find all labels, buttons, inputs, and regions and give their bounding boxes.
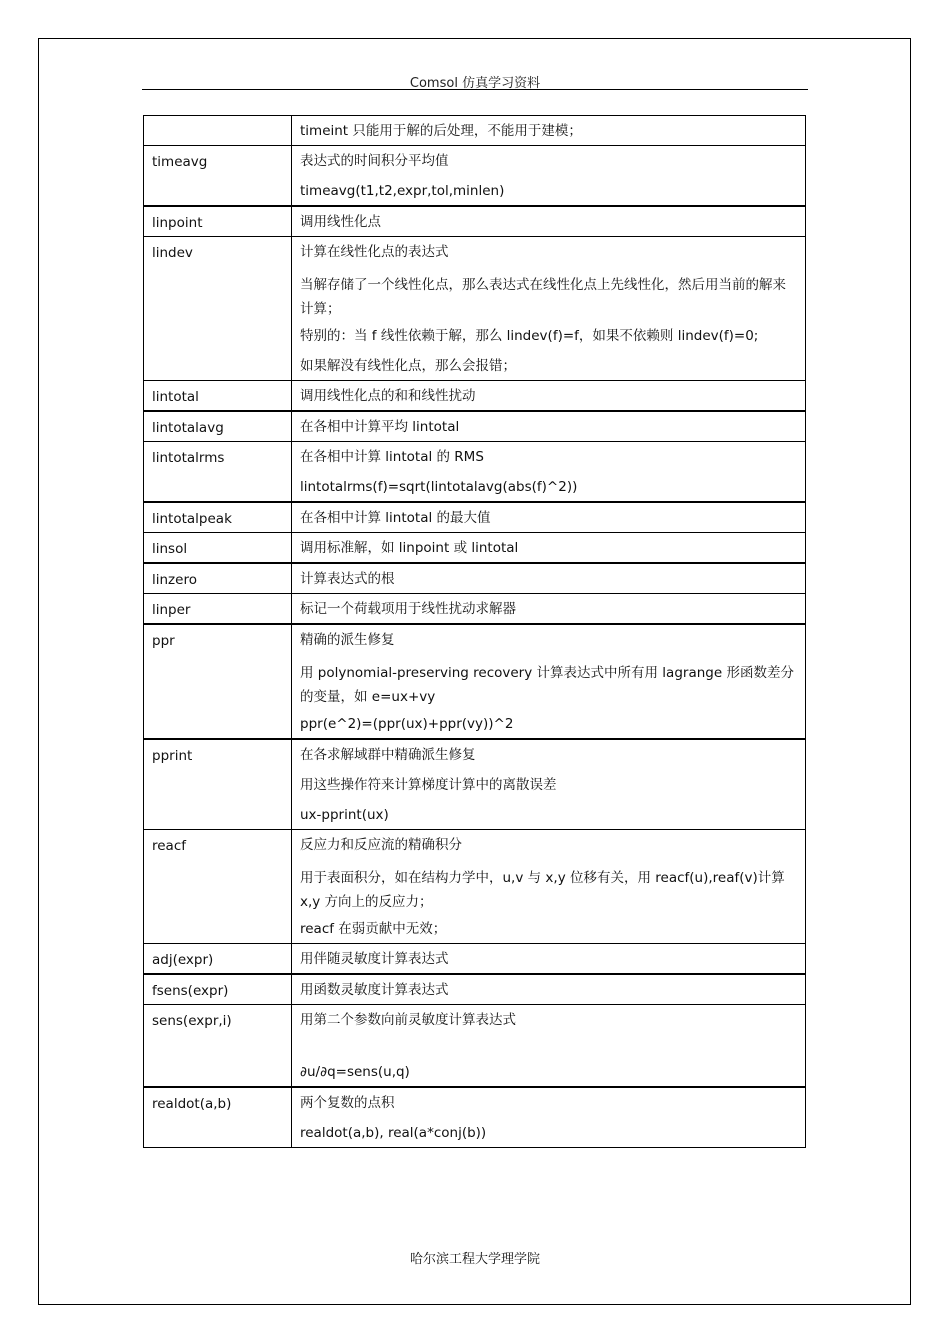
page-header: Comsol 仿真学习资料 (409, 76, 541, 91)
operator-description (292, 563, 806, 594)
operator-name: reacf (144, 830, 292, 944)
table-row (144, 411, 806, 442)
operator-name: linpoint (144, 206, 292, 237)
operator-name: lintotalpeak (144, 502, 292, 533)
description-line: realdot(a,b), real(a*conj(b)) (300, 1125, 487, 1141)
operator-description (292, 739, 806, 830)
operator-name: lintotalrms (144, 442, 292, 503)
description-line: reacf 在弱贡献中无效； (300, 921, 447, 937)
table-row (144, 533, 806, 564)
operator-name: adj(expr) (144, 944, 292, 975)
operator-name: linper (144, 594, 292, 625)
table-row (144, 563, 806, 594)
description-line: lintotalrms(f)=sqrt(lintotalavg(abs(f)^2)) (300, 479, 578, 495)
operator-description (292, 974, 806, 1005)
operator-description (292, 502, 806, 533)
operator-description (292, 206, 806, 237)
operator-description (292, 533, 806, 564)
description-line: 用这些操作符来计算梯度计算中的离散误差 (300, 777, 557, 793)
operator-name: linzero (144, 563, 292, 594)
description-line: 用 polynomial-preserving recovery 计算表达式中所有用 lagrange 形函数差分的变量，如 e=ux+vy (300, 665, 794, 705)
operator-name: realdot(a,b) (144, 1087, 292, 1148)
header-rule (142, 89, 808, 90)
page-footer: 哈尔滨工程大学理学院 (409, 1252, 540, 1267)
description-line: timeavg(t1,t2,expr,tol,minlen) (300, 183, 505, 199)
operator-description (292, 624, 806, 739)
operator-description (292, 1087, 806, 1148)
operator-description (292, 381, 806, 412)
table-row (144, 739, 806, 830)
operator-description (292, 1005, 806, 1088)
description-line: timeint 只能用于解的后处理，不能用于建模； (300, 123, 582, 139)
description-line: 在各相中计算 lintotal 的最大值 (300, 510, 491, 526)
description-line: 特别的：当 f 线性依赖于解，那么 lindev(f)=f，如果不依赖则 lindev(f)=0; (300, 328, 759, 344)
table-row (144, 502, 806, 533)
operator-name: lintotal (144, 381, 292, 412)
description-line: 调用线性化点 (300, 214, 381, 230)
description-line: 在各求解域群中精确派生修复 (300, 747, 476, 763)
operator-name: lindev (144, 237, 292, 381)
description-line: 计算表达式的根 (300, 571, 395, 587)
description-line: 如果解没有线性化点，那么会报错； (300, 358, 516, 374)
table-row (144, 830, 806, 944)
operator-name: lintotalavg (144, 411, 292, 442)
operator-table (143, 115, 806, 1148)
operator-description (292, 594, 806, 625)
description-line: 用函数灵敏度计算表达式 (300, 982, 449, 998)
table-row (144, 944, 806, 975)
operator-description (292, 146, 806, 207)
table-row (144, 381, 806, 412)
operator-name: fsens(expr) (144, 974, 292, 1005)
operator-description (292, 116, 806, 146)
table-row (144, 146, 806, 207)
operator-description (292, 237, 806, 381)
description-line: ppr(e^2)=(ppr(ux)+ppr(vy))^2 (300, 716, 514, 732)
operator-name: sens(expr,i) (144, 1005, 292, 1088)
operator-name: timeavg (144, 146, 292, 207)
description-line: 用伴随灵敏度计算表达式 (300, 951, 449, 967)
operator-description (292, 830, 806, 944)
table-row (144, 206, 806, 237)
description-line: 在各相中计算 lintotal 的 RMS (300, 449, 484, 465)
description-line: 计算在线性化点的表达式 (300, 244, 449, 260)
description-line: 反应力和反应流的精确积分 (300, 837, 462, 853)
description-line: ux-pprint(ux) (300, 807, 389, 823)
table-row (144, 594, 806, 625)
description-line: 调用线性化点的和和线性扰动 (300, 388, 476, 404)
table-row (144, 1005, 806, 1088)
description-line: 精确的派生修复 (300, 632, 395, 648)
operator-name: ppr (144, 624, 292, 739)
description-line: 调用标准解，如 linpoint 或 lintotal (300, 540, 519, 556)
description-line: 标记一个荷载项用于线性扰动求解器 (300, 601, 516, 617)
operator-description (292, 411, 806, 442)
operator-description (292, 442, 806, 503)
operator-description (292, 944, 806, 975)
table-row (144, 1087, 806, 1148)
operator-name: linsol (144, 533, 292, 564)
description-line: ∂u/∂q=sens(u,q) (300, 1064, 410, 1080)
operator-name (144, 116, 292, 146)
description-line: 在各相中计算平均 lintotal (300, 419, 460, 435)
table-row (144, 974, 806, 1005)
table-row (144, 442, 806, 503)
table-row (144, 116, 806, 146)
description-line: 用于表面积分，如在结构力学中，u,v 与 x,y 位移有关，用 reacf(u),reaf(v)计算 x,y 方向上的反应力； (300, 870, 785, 910)
description-line: 两个复数的点积 (300, 1095, 395, 1111)
table-row (144, 624, 806, 739)
description-line: 表达式的时间积分平均值 (300, 153, 449, 169)
description-line: 用第二个参数向前灵敏度计算表达式 (300, 1012, 516, 1028)
blank-line (300, 1041, 797, 1063)
operator-name: pprint (144, 739, 292, 830)
description-line: 当解存储了一个线性化点，那么表达式在线性化点上先线性化，然后用当前的解来计算； (300, 277, 786, 317)
table-row (144, 237, 806, 381)
